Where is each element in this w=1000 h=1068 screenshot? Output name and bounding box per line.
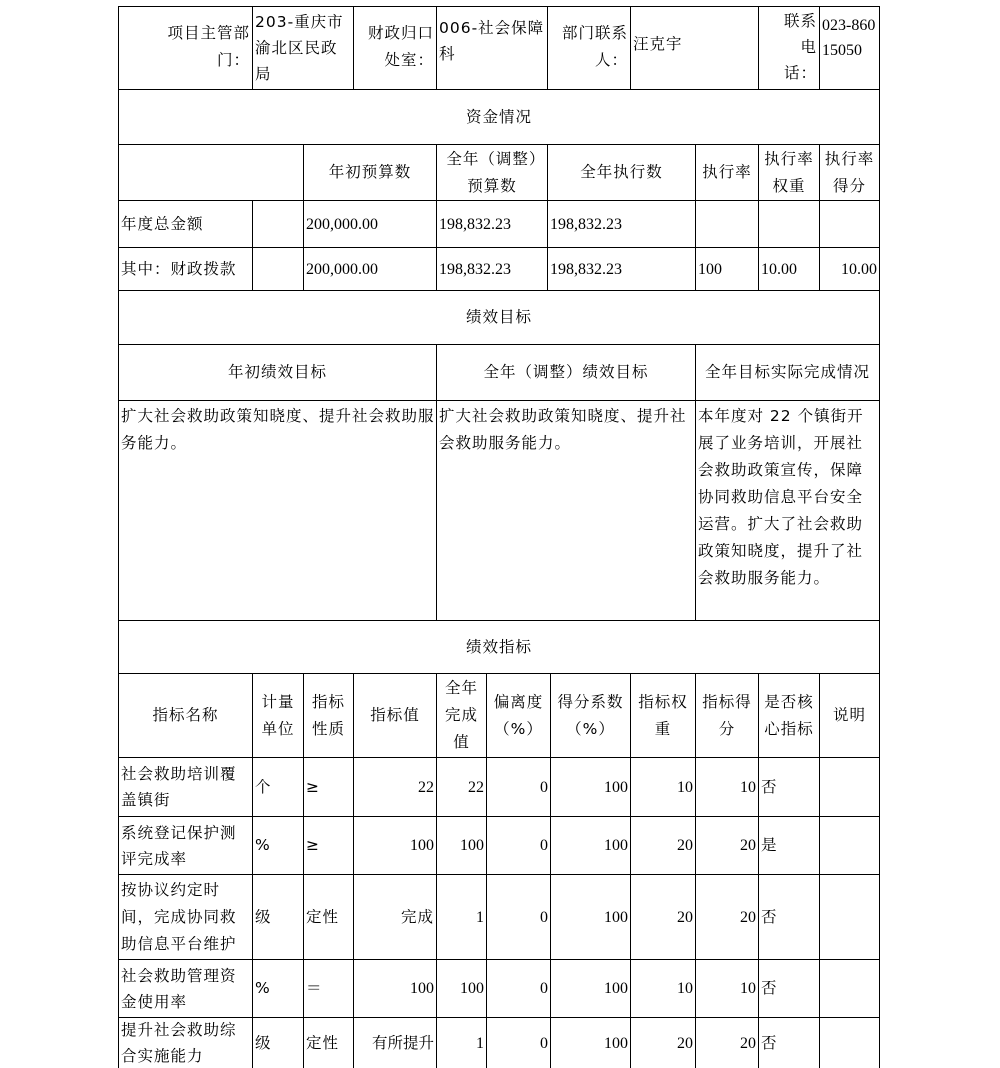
funds-col-adjusted: 全年（调整）预算数 (446, 149, 538, 195)
table-border (118, 6, 880, 7)
performance-report-table (118, 6, 880, 1068)
ind-col-value: 指标值 (370, 706, 420, 724)
ind-row-note (820, 1018, 879, 1068)
ind-row-coefficient: 100 (604, 1034, 628, 1052)
ind-row-note (820, 875, 879, 959)
ind-row-unit: 级 (255, 907, 272, 926)
ind-col-note: 说明 (832, 706, 866, 724)
ind-row-completed: 100 (460, 837, 484, 854)
funds-section-title: 资金情况 (465, 107, 532, 126)
ind-row-completed: 22 (468, 778, 484, 796)
funds-row-rate: 100 (698, 260, 722, 278)
contact-label: 部门联系人： (561, 24, 628, 69)
ind-row-completed: 1 (476, 908, 484, 926)
ind-row-coefficient: 100 (604, 980, 628, 997)
ind-row-score: 10 (740, 980, 756, 997)
funds-row-rate (696, 201, 758, 247)
contact-value: 汪克宇 (633, 35, 683, 53)
ind-row-name: 社会救助培训覆盖镇街 (121, 765, 237, 809)
ind-col-completed: 全年完成值 (444, 679, 478, 751)
phone-value: 023-86015050 (822, 17, 876, 59)
ind-row-name: 提升社会救助综合实施能力 (121, 1021, 237, 1065)
ind-row-value: 22 (418, 778, 434, 796)
ind-row-core: 否 (761, 777, 778, 796)
ind-row-unit: % (255, 836, 271, 854)
goals-col-initial: 年初绩效目标 (227, 363, 327, 381)
ind-col-name: 指标名称 (152, 706, 219, 724)
funds-col-rate: 执行率 (702, 163, 752, 181)
funds-row-weight: 10.00 (761, 260, 797, 278)
funds-row-initial: 200,000.00 (306, 215, 378, 233)
funds-row-adjusted: 198,832.23 (439, 260, 511, 278)
funds-row-score: 10.00 (841, 260, 877, 278)
ind-row-unit: 级 (255, 1033, 272, 1052)
funds-col-score: 执行率得分 (824, 149, 875, 195)
office-label: 财政归口处室： (367, 24, 434, 69)
funds-row-label: 年度总金额 (121, 214, 204, 233)
funds-row-adjusted: 198,832.23 (439, 215, 511, 233)
ind-row-completed: 1 (476, 1034, 484, 1052)
table-border (879, 6, 880, 1068)
indicators-section-title: 绩效指标 (465, 637, 532, 656)
ind-col-coefficient: 得分系数（%） (557, 692, 624, 738)
ind-row-note (820, 960, 879, 1017)
ind-row-value: 有所提升 (371, 1033, 434, 1052)
ind-col-unit: 计量单位 (261, 692, 295, 738)
ind-col-nature: 指标性质 (311, 692, 345, 738)
funds-row-score (820, 201, 879, 247)
ind-row-core: 是 (761, 836, 778, 854)
ind-row-nature: 定性 (306, 1033, 340, 1052)
table-border (758, 6, 759, 89)
funds-row-label: 其中：财政拨款 (121, 259, 237, 278)
ind-row-value: 100 (410, 980, 434, 997)
dept-value: 203-重庆市渝北区民政局 (255, 13, 344, 83)
funds-col-initial: 年初预算数 (328, 163, 412, 181)
goals-actual-text: 本年度对 22 个镇街开展了业务培训，开展社会救助政策宣传，保障协同救助信息平台安全运营。扩大了社会救助政策知晓度，提升了社会救助服务能力。 (698, 407, 864, 587)
funds-row-executed: 198,832.23 (550, 215, 622, 233)
ind-row-deviation: 0 (540, 837, 548, 854)
ind-row-value: 100 (410, 837, 434, 854)
ind-row-name: 系统登记保护测评完成率 (121, 823, 237, 868)
ind-row-name: 社会救助管理资金使用率 (121, 966, 237, 1011)
ind-col-score: 指标得分 (702, 692, 752, 738)
phone-label: 联系电话： (783, 12, 817, 82)
table-border (118, 400, 880, 401)
ind-row-unit: % (255, 979, 271, 997)
table-border (252, 200, 253, 290)
ind-row-weight: 20 (677, 837, 693, 854)
ind-row-note (820, 817, 879, 874)
ind-row-deviation: 0 (540, 908, 548, 926)
ind-row-unit: 个 (255, 777, 272, 796)
ind-row-weight: 10 (677, 778, 693, 796)
funds-col-weight: 执行率权重 (764, 149, 814, 195)
funds-row-weight (759, 201, 819, 247)
dept-label: 项目主管部门： (167, 24, 250, 69)
ind-col-deviation: 偏离度（%） (493, 692, 544, 738)
ind-row-nature: ＝ (306, 979, 323, 997)
ind-row-weight: 10 (677, 980, 693, 997)
ind-row-score: 10 (740, 778, 756, 796)
ind-row-core: 否 (761, 979, 778, 997)
ind-row-name: 按协议约定时间，完成协同救助信息平台维护 (121, 880, 237, 953)
office-value: 006-社会保障科 (439, 19, 545, 63)
ind-row-value: 完成 (400, 907, 434, 926)
ind-row-nature: ≥ (306, 836, 320, 854)
ind-row-coefficient: 100 (604, 908, 628, 926)
ind-row-score: 20 (740, 908, 756, 926)
ind-row-weight: 20 (677, 1034, 693, 1052)
ind-row-deviation: 0 (540, 1034, 548, 1052)
funds-row-initial: 200,000.00 (306, 260, 378, 278)
ind-col-weight: 指标权重 (638, 692, 688, 738)
ind-row-coefficient: 100 (604, 778, 628, 796)
ind-row-deviation: 0 (540, 980, 548, 997)
goals-col-adjusted: 全年（调整）绩效目标 (483, 363, 649, 381)
ind-row-nature: 定性 (306, 907, 340, 926)
ind-row-deviation: 0 (540, 778, 548, 796)
ind-row-core: 否 (761, 907, 778, 926)
funds-row-executed: 198,832.23 (550, 260, 622, 278)
goals-initial-text: 扩大社会救助政策知晓度、提升社会救助服务能力。 (121, 407, 435, 452)
ind-col-core: 是否核心指标 (764, 692, 814, 738)
ind-row-completed: 100 (460, 980, 484, 997)
ind-row-score: 20 (740, 1034, 756, 1052)
goals-adjusted-text: 扩大社会救助政策知晓度、提升社会救助服务能力。 (439, 407, 687, 452)
goals-section-title: 绩效目标 (465, 308, 532, 326)
goals-col-actual: 全年目标实际完成情况 (704, 363, 870, 381)
ind-row-core: 否 (761, 1033, 778, 1052)
ind-row-score: 20 (740, 837, 756, 854)
ind-row-coefficient: 100 (604, 837, 628, 854)
funds-col-executed: 全年执行数 (580, 163, 663, 181)
ind-row-nature: ≥ (306, 777, 320, 796)
ind-row-note (820, 758, 879, 816)
ind-row-weight: 20 (677, 908, 693, 926)
